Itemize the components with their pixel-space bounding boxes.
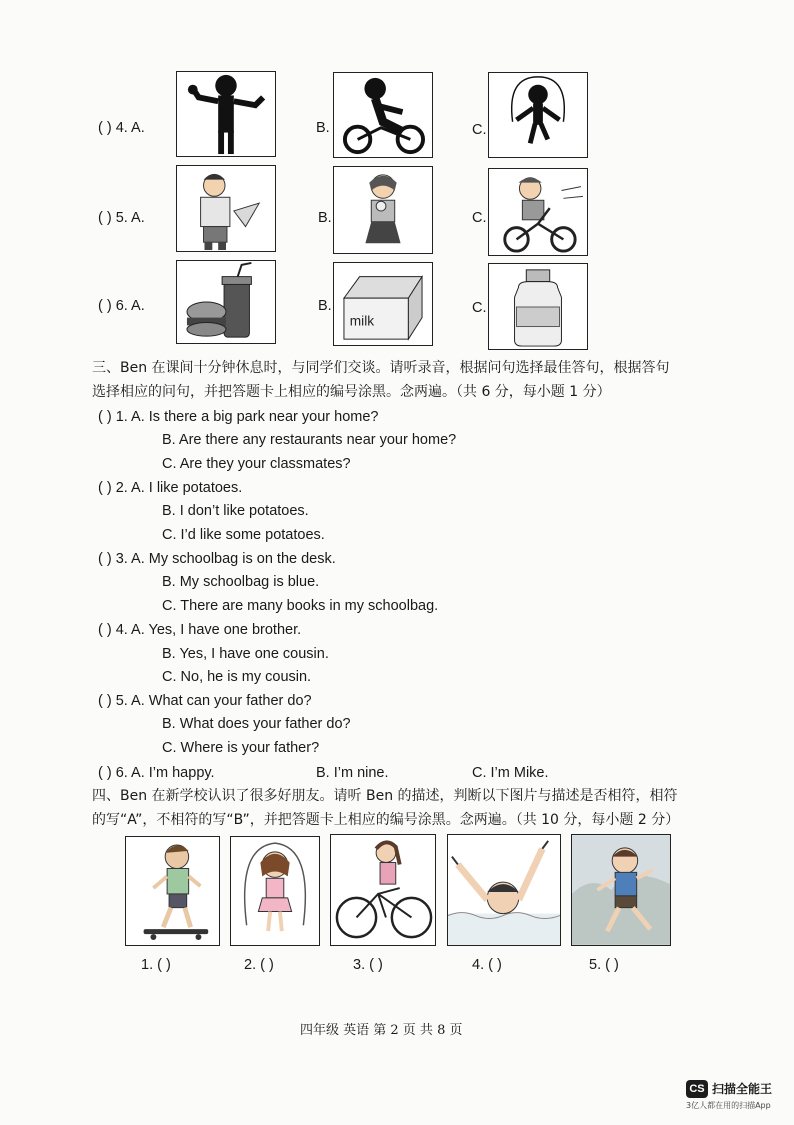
section-3-heading: 三、Ben 在课间十分钟休息时，与同学们交谈。请听录音，根据问句选择最佳答句，根据答句 bbox=[92, 360, 670, 376]
boy-with-ice-cream-image bbox=[176, 165, 276, 252]
q6-option-a: ( ) 6. A. I’m happy. bbox=[98, 765, 215, 781]
q6-option-c: C. I’m Mike. bbox=[472, 765, 549, 781]
q1-option-b: B. Are there any restaurants near your home? bbox=[162, 432, 457, 448]
section-4-heading-cont: 的写“A”，不相符的写“B”，并把答题卡上相应的编号涂黑。念两遍。（共 10 分，每小题 2 分） bbox=[92, 812, 680, 828]
answer-blank-4[interactable]: 4. ( ) bbox=[472, 957, 502, 973]
option-c-label: C. bbox=[472, 210, 487, 226]
q4-option-b: B. Yes, I have one cousin. bbox=[162, 646, 329, 662]
boy-running-image bbox=[571, 834, 671, 946]
q1-option-c: C. Are they your classmates? bbox=[162, 456, 351, 472]
watermark-name: 扫描全能王 bbox=[712, 1082, 773, 1096]
q5-option-c: C. Where is your father? bbox=[162, 740, 320, 756]
scanner-watermark bbox=[686, 1080, 772, 1098]
q1-option-a: ( ) 1. A. Is there a big park near your home? bbox=[98, 409, 379, 425]
milk-label: milk bbox=[349, 313, 375, 329]
boy-skateboarding-image bbox=[125, 836, 220, 946]
stick-figure-singing-image bbox=[176, 71, 276, 157]
q3-option-c: C. There are many books in my schoolbag. bbox=[162, 598, 439, 614]
q5-option-b: B. What does your father do? bbox=[162, 716, 351, 732]
girl-jumping-rope-image bbox=[230, 836, 320, 946]
stick-figure-cycling-image bbox=[333, 72, 433, 158]
answer-blank-5[interactable]: 5. ( ) bbox=[589, 957, 619, 973]
stick-figure-jump-rope-image bbox=[488, 72, 588, 158]
q2-option-a: ( ) 2. A. I like potatoes. bbox=[98, 480, 243, 496]
q5-option-a: ( ) 5. A. What can your father do? bbox=[98, 693, 312, 709]
question-number: ( ) 6. A. bbox=[98, 298, 145, 314]
answer-blank-2[interactable]: 2. ( ) bbox=[244, 957, 274, 973]
page-footer: 四年级 英语 第 2 页 共 8 页 bbox=[300, 1023, 463, 1038]
cs-logo-icon: CS bbox=[686, 1080, 708, 1098]
boy-swimming-image bbox=[447, 834, 561, 946]
section-4-heading: 四、Ben 在新学校认识了很多好朋友。请听 Ben 的描述，判断以下图片与描述是否相符，相符 bbox=[92, 788, 678, 804]
answer-blank-3[interactable]: 3. ( ) bbox=[353, 957, 383, 973]
water-bottle-image bbox=[488, 263, 588, 350]
q3-option-b: B. My schoolbag is blue. bbox=[162, 574, 320, 590]
option-b-label: B. bbox=[316, 120, 330, 136]
burger-and-drink-image bbox=[176, 260, 276, 344]
q4-option-a: ( ) 4. A. Yes, I have one brother. bbox=[98, 622, 302, 638]
option-b-label: B. bbox=[318, 210, 332, 226]
girl-eating-image bbox=[333, 166, 433, 254]
q2-option-c: C. I’d like some potatoes. bbox=[162, 527, 325, 543]
q2-option-b: B. I don’t like potatoes. bbox=[162, 503, 309, 519]
option-b-label: B. bbox=[318, 298, 332, 314]
watermark-tagline: 3亿人都在用的扫描App bbox=[686, 1101, 771, 1110]
q3-option-a: ( ) 3. A. My schoolbag is on the desk. bbox=[98, 551, 336, 567]
answer-blank-1[interactable]: 1. ( ) bbox=[141, 957, 171, 973]
q6-option-b: B. I’m nine. bbox=[316, 765, 389, 781]
section-3-heading-cont: 选择相应的问句，并把答题卡上相应的编号涂黑。念两遍。（共 6 分，每小题 1 分） bbox=[92, 384, 611, 400]
q4-option-c: C. No, he is my cousin. bbox=[162, 669, 312, 685]
option-c-label: C. bbox=[472, 300, 487, 316]
boy-riding-bike-image bbox=[488, 168, 588, 256]
question-number: ( ) 4. A. bbox=[98, 120, 145, 136]
option-c-label: C. bbox=[472, 122, 487, 138]
milk-carton-image bbox=[333, 262, 433, 346]
girl-cycling-image bbox=[330, 834, 436, 946]
question-number: ( ) 5. A. bbox=[98, 210, 145, 226]
